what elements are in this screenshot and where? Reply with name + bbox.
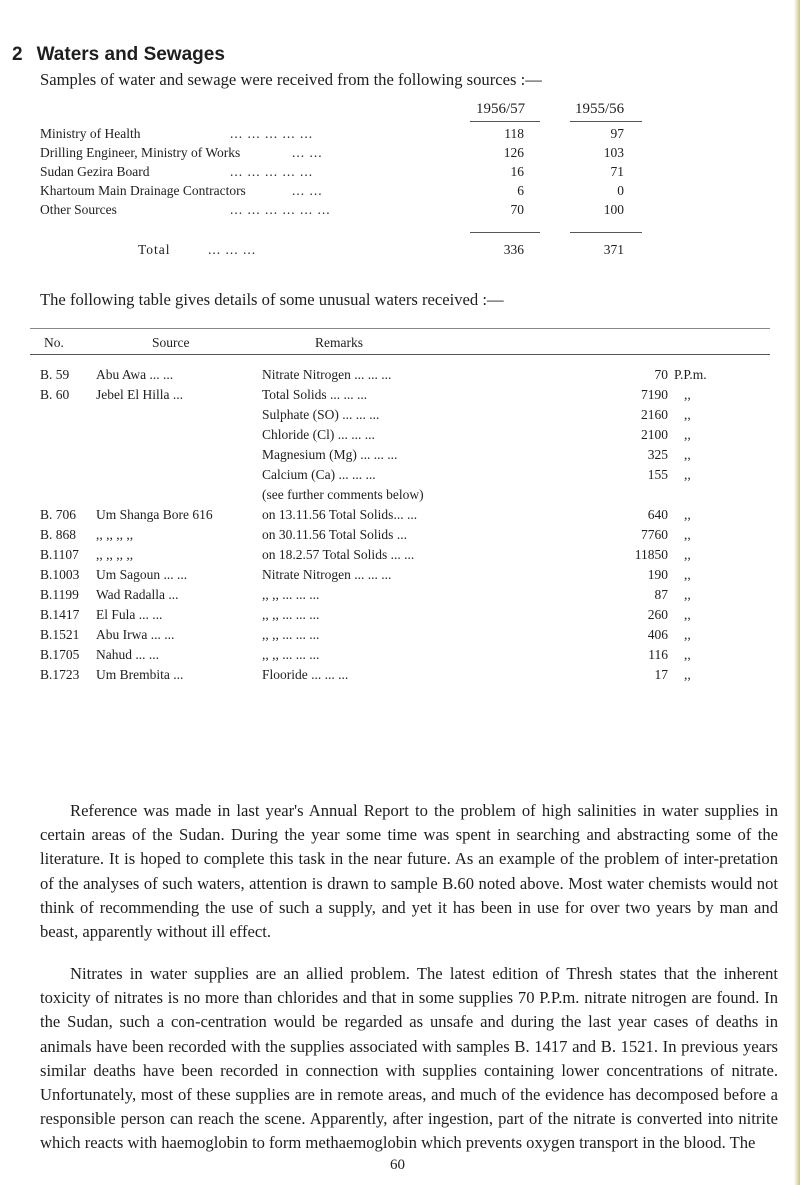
sample-number: B. 59 bbox=[40, 367, 70, 382]
sample-unit: ,, bbox=[684, 547, 691, 562]
source-count-1956-57: 16 bbox=[510, 164, 524, 179]
section-heading bbox=[12, 44, 225, 66]
sample-unit: ,, bbox=[684, 587, 691, 602]
year-rule-2 bbox=[570, 121, 642, 122]
sample-value: 116 bbox=[648, 647, 668, 662]
paragraph-2-text: Nitrates in water supplies are an allied problem. The latest edition of Thresh states that the inherent toxicity of nitrates is no more than chlorides and that in some supplies 70 P.P.m. nitrate nitrogen are found. In the Sudan, such a con-centration would be regarded as unsafe and during the last year cases of deaths in animals have been recorded with the supplies associated with samples B. 1417 and B. 1521. In previous years similar deaths have been recorded in connection with supplies containing lower concentrations of nitrate. Unfortunately, most of these supplies are in remote areas, and much of the evidence has decomposed before a responsible person can reach the scene. Apparently, after ingestion, part of the nitrate is converted into nitrite which reacts with haemoglobin to form methaemoglobin which prevents oxygen transport in the blood. The bbox=[40, 964, 778, 1153]
sample-remark: on 13.11.56 Total Solids... ... bbox=[262, 507, 418, 522]
sample-source: Um Shanga Bore 616 bbox=[96, 507, 213, 522]
sample-source: Nahud ... ... bbox=[96, 647, 159, 662]
sample-value: 87 bbox=[654, 587, 668, 602]
sample-value: 260 bbox=[647, 607, 668, 622]
sample-value: 190 bbox=[647, 567, 668, 582]
sample-remark: Flooride ... ... ... bbox=[262, 667, 349, 682]
total-label: Total bbox=[138, 242, 171, 257]
total-rule-1 bbox=[470, 232, 540, 233]
sample-value: 70 bbox=[654, 367, 668, 382]
sample-remark: Nitrate Nitrogen ... ... ... bbox=[262, 567, 392, 582]
section-number: 2 bbox=[12, 44, 23, 65]
source-leader: ... ... ... ... ... bbox=[230, 126, 314, 141]
paragraph-1 bbox=[40, 799, 778, 944]
sample-unit: ,, bbox=[684, 467, 691, 482]
paragraph-2 bbox=[40, 962, 778, 1156]
sample-number: B.1107 bbox=[40, 547, 79, 562]
header-remarks: Remarks bbox=[315, 335, 363, 350]
sample-remark: ,, ,, ... ... ... bbox=[262, 587, 320, 602]
sample-number: B. 60 bbox=[40, 387, 70, 402]
sample-value: 640 bbox=[647, 507, 668, 522]
sample-remark: ,, ,, ... ... ... bbox=[262, 647, 320, 662]
source-name: Drilling Engineer, Ministry of Works bbox=[40, 145, 241, 160]
year-rule-1 bbox=[470, 121, 540, 122]
source-name: Sudan Gezira Board bbox=[40, 164, 150, 179]
sample-value: 406 bbox=[647, 627, 668, 642]
page-edge-shadow bbox=[794, 0, 800, 1185]
sample-value: 7760 bbox=[641, 527, 668, 542]
total-leader: ... ... ... bbox=[208, 242, 257, 257]
sample-source: Abu Awa ... ... bbox=[96, 367, 174, 382]
sample-unit: ,, bbox=[684, 387, 691, 402]
sample-remark: on 18.2.57 Total Solids ... ... bbox=[262, 547, 415, 562]
source-name: Khartoum Main Drainage Contractors bbox=[40, 183, 246, 198]
sample-unit: ,, bbox=[684, 407, 691, 422]
sample-remark: ,, ,, ... ... ... bbox=[262, 627, 320, 642]
sample-unit: ,, bbox=[684, 647, 691, 662]
header-source: Source bbox=[152, 335, 190, 350]
sample-number: B. 706 bbox=[40, 507, 77, 522]
source-count-1956-57: 118 bbox=[504, 126, 524, 141]
section-title: Waters and Sewages bbox=[36, 44, 225, 65]
sample-value: 11850 bbox=[634, 547, 668, 562]
sample-remark: Total Solids ... ... ... bbox=[262, 387, 368, 402]
details-header-rule bbox=[30, 354, 770, 355]
sample-source: Abu Irwa ... ... bbox=[96, 627, 175, 642]
sample-source: ,, ,, ,, ,, bbox=[96, 527, 134, 542]
sample-remark: Sulphate (SO) ... ... ... bbox=[262, 407, 380, 422]
sample-unit: ,, bbox=[684, 447, 691, 462]
total-rule-2 bbox=[570, 232, 642, 233]
sample-source: Um Brembita ... bbox=[96, 667, 184, 682]
sample-value: 17 bbox=[654, 667, 668, 682]
source-count-1955-56: 100 bbox=[603, 202, 624, 217]
source-leader: ... ... bbox=[292, 183, 323, 198]
total-y2: 371 bbox=[603, 242, 624, 257]
page-number: 60 bbox=[390, 1157, 405, 1173]
sample-source: Um Sagoun ... ... bbox=[96, 567, 188, 582]
intro-text: Samples of water and sewage were received from the following sources :— bbox=[40, 70, 542, 89]
sample-unit: ,, bbox=[684, 527, 691, 542]
sample-number: B. 868 bbox=[40, 527, 77, 542]
source-leader: ... ... ... ... ... bbox=[230, 164, 314, 179]
sample-source: ,, ,, ,, ,, bbox=[96, 547, 134, 562]
sample-value: 7190 bbox=[641, 387, 668, 402]
sample-number: B.1521 bbox=[40, 627, 80, 642]
sample-unit: P.P.m. bbox=[674, 367, 707, 382]
sample-unit: ,, bbox=[684, 507, 691, 522]
details-top-rule bbox=[30, 328, 770, 329]
source-count-1955-56: 97 bbox=[610, 126, 624, 141]
total-y1: 336 bbox=[503, 242, 524, 257]
sample-number: B.1199 bbox=[40, 587, 79, 602]
sample-number: B.1003 bbox=[40, 567, 80, 582]
source-count-1955-56: 71 bbox=[610, 164, 624, 179]
source-count-1956-57: 70 bbox=[510, 202, 524, 217]
source-count-1955-56: 0 bbox=[617, 183, 624, 198]
sample-unit: ,, bbox=[684, 667, 691, 682]
sample-remark: Nitrate Nitrogen ... ... ... bbox=[262, 367, 392, 382]
sample-remark: ,, ,, ... ... ... bbox=[262, 607, 320, 622]
sample-remark: Magnesium (Mg) ... ... ... bbox=[262, 447, 398, 462]
source-count-1955-56: 103 bbox=[603, 145, 624, 160]
year-header-2: 1955/56 bbox=[575, 101, 625, 117]
source-name: Ministry of Health bbox=[40, 126, 141, 141]
sample-source: El Fula ... ... bbox=[96, 607, 163, 622]
intro2-text: The following table gives details of some unusual waters received :— bbox=[40, 290, 504, 309]
sample-source: Wad Radalla ... bbox=[96, 587, 179, 602]
year-header-1: 1956/57 bbox=[476, 101, 526, 117]
sample-number: B.1417 bbox=[40, 607, 80, 622]
sample-unit: ,, bbox=[684, 427, 691, 442]
source-leader: ... ... bbox=[292, 145, 323, 160]
sample-number: B.1723 bbox=[40, 667, 80, 682]
sample-unit: ,, bbox=[684, 627, 691, 642]
paragraph-1-text: Reference was made in last year's Annual Report to the problem of high salinities in water supplies in certain areas of the Sudan. During the year some time was spent in searching and abstracting some of the literature. It is hoped to complete this task in the near future. As an example of the problem of inter-pretation of the analyses of such waters, attention is drawn to sample B.60 noted above. Most water chemists would not think of recommending the use of such a supply, and yet it has been in use for over two years by man and beast, apparently without ill effect. bbox=[40, 801, 778, 942]
source-count-1956-57: 126 bbox=[503, 145, 524, 160]
sample-value: 155 bbox=[647, 467, 668, 482]
sample-value: 325 bbox=[647, 447, 668, 462]
sample-remark: Chloride (Cl) ... ... ... bbox=[262, 427, 375, 442]
sample-remark: on 30.11.56 Total Solids ... bbox=[262, 527, 407, 542]
header-no: No. bbox=[44, 335, 64, 350]
sample-unit: ,, bbox=[684, 607, 691, 622]
sample-remark: (see further comments below) bbox=[262, 487, 424, 502]
sample-unit: ,, bbox=[684, 567, 691, 582]
sample-value: 2160 bbox=[641, 407, 668, 422]
source-leader: ... ... ... ... ... ... bbox=[230, 202, 331, 217]
sample-source: Jebel El Hilla ... bbox=[96, 387, 183, 402]
sample-value: 2100 bbox=[641, 427, 668, 442]
sample-remark: Calcium (Ca) ... ... ... bbox=[262, 467, 376, 482]
source-count-1956-57: 6 bbox=[517, 183, 524, 198]
sample-number: B.1705 bbox=[40, 647, 80, 662]
source-name: Other Sources bbox=[40, 202, 117, 217]
